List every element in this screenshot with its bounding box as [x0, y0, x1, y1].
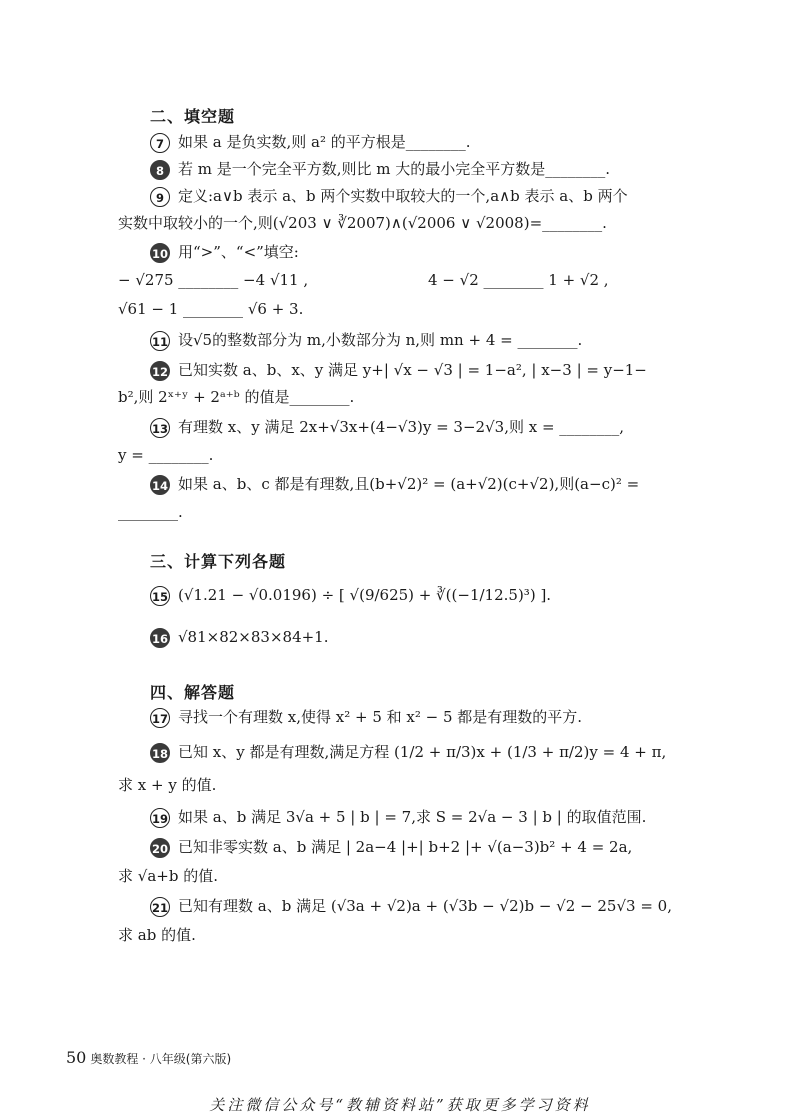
problem-text: 定义:a∨b 表示 a、b 两个实数中取较大的一个,a∧b 表示 a、b 两个: [178, 187, 628, 205]
problem-text: 已知 x、y 都是有理数,满足方程 (1/2 + π/3)x + (1/3 + π/2)y = 4 + π,: [178, 743, 667, 761]
problem-8: [150, 159, 690, 180]
problem-text: √81×82×83×84+1.: [178, 628, 329, 646]
section-title-solve: 四、解答题: [150, 683, 236, 702]
problem-text: 已知实数 a、b、x、y 满足 y+| √x − √3 | = 1−a², | x−3 | = y−1−: [178, 361, 647, 379]
problem-15: [150, 585, 690, 606]
book-title: 奥数教程 · 八年级(第六版): [90, 1052, 232, 1066]
page-footer: [66, 1048, 231, 1067]
problem-text: 如果 a、b 满足 3√a + 5 | b | = 7,求 S = 2√a − 3 | b | 的取值范围.: [178, 808, 647, 826]
problem-text: 用“>”、“<”填空:: [178, 243, 299, 261]
problem-number: 16: [150, 628, 170, 648]
problem-number: 19: [150, 808, 170, 828]
problem-9-line-1: [150, 186, 690, 207]
problem-number: 17: [150, 708, 170, 728]
problem-text: 有理数 x、y 满足 2x+√3x+(4−√3)y = 3−2√3,则 x = ________,: [178, 418, 625, 436]
problem-12-line-1: [150, 360, 690, 381]
watermark-text: 关注微信公众号“教辅资料站”获取更多学习资料: [209, 1096, 591, 1114]
problem-number: 8: [150, 160, 170, 180]
problem-12-line-2: b²,则 2ˣ⁺ʸ + 2ᵃ⁺ᵇ 的值是________.: [118, 388, 355, 406]
problem-text: 设√5的整数部分为 m,小数部分为 n,则 mn + 4 = ________.: [178, 331, 583, 349]
problem-number: 15: [150, 586, 170, 606]
section-title-fill-in: 二、填空题: [150, 107, 236, 126]
problem-10-compare-3: √61 − 1 ________ √6 + 3.: [118, 300, 304, 318]
problem-10-line-1: [150, 242, 690, 263]
problem-number: 13: [150, 418, 170, 438]
problem-10-compare-2: 4 − √2 ________ 1 + √2 ,: [428, 271, 609, 289]
problem-number: 11: [150, 331, 170, 351]
problem-17: [150, 707, 690, 728]
section-title-compute: 三、计算下列各题: [150, 552, 287, 571]
problem-21-line-1: [150, 896, 690, 917]
problem-10-compare-1: − √275 ________ −4 √11 ,: [118, 271, 309, 289]
problem-text: (√1.21 − √0.0196) ÷ [ √(9/625) + ∛((−1/12.5)³) ].: [178, 586, 552, 604]
page-number: 50: [66, 1048, 87, 1067]
problem-number: 20: [150, 838, 170, 858]
problem-text: 若 m 是一个完全平方数,则比 m 大的最小完全平方数是________.: [178, 160, 611, 178]
problem-text: 已知有理数 a、b 满足 (√3a + √2)a + (√3b − √2)b − √2 − 25√3 = 0,: [178, 897, 672, 915]
problem-13-line-1: [150, 417, 690, 438]
problem-number: 12: [150, 361, 170, 381]
problem-text: 如果 a 是负实数,则 a² 的平方根是________.: [178, 133, 471, 151]
problem-number: 10: [150, 243, 170, 263]
problem-16: [150, 627, 690, 648]
problem-7: [150, 132, 690, 153]
problem-number: 7: [150, 133, 170, 153]
problem-21-line-2: 求 ab 的值.: [118, 926, 196, 944]
problem-number: 21: [150, 897, 170, 917]
problem-text: 寻找一个有理数 x,使得 x² + 5 和 x² − 5 都是有理数的平方.: [178, 708, 583, 726]
problem-text: 已知非零实数 a、b 满足 | 2a−4 |+| b+2 |+ √(a−3)b² + 4 = 2a,: [178, 838, 633, 856]
problem-number: 14: [150, 475, 170, 495]
problem-text: 如果 a、b、c 都是有理数,且(b+√2)² = (a+√2)(c+√2),则(a−c)² =: [178, 475, 640, 493]
problem-number: 9: [150, 187, 170, 207]
problem-11: [150, 330, 690, 351]
problem-9-line-2: 实数中取较小的一个,则(√203 ∨ ∛2007)∧(√2006 ∨ √2008)=________.: [118, 214, 607, 232]
problem-19: [150, 807, 690, 828]
problem-14-line-1: [150, 474, 690, 495]
problem-13-line-2: y = ________.: [118, 446, 214, 464]
problem-20-line-2: 求 √a+b 的值.: [118, 867, 218, 885]
problem-20-line-1: [150, 837, 690, 858]
problem-18-line-2: 求 x + y 的值.: [118, 776, 217, 794]
problem-number: 18: [150, 743, 170, 763]
problem-18-line-1: [150, 742, 690, 763]
problem-14-line-2: ________.: [118, 503, 183, 521]
